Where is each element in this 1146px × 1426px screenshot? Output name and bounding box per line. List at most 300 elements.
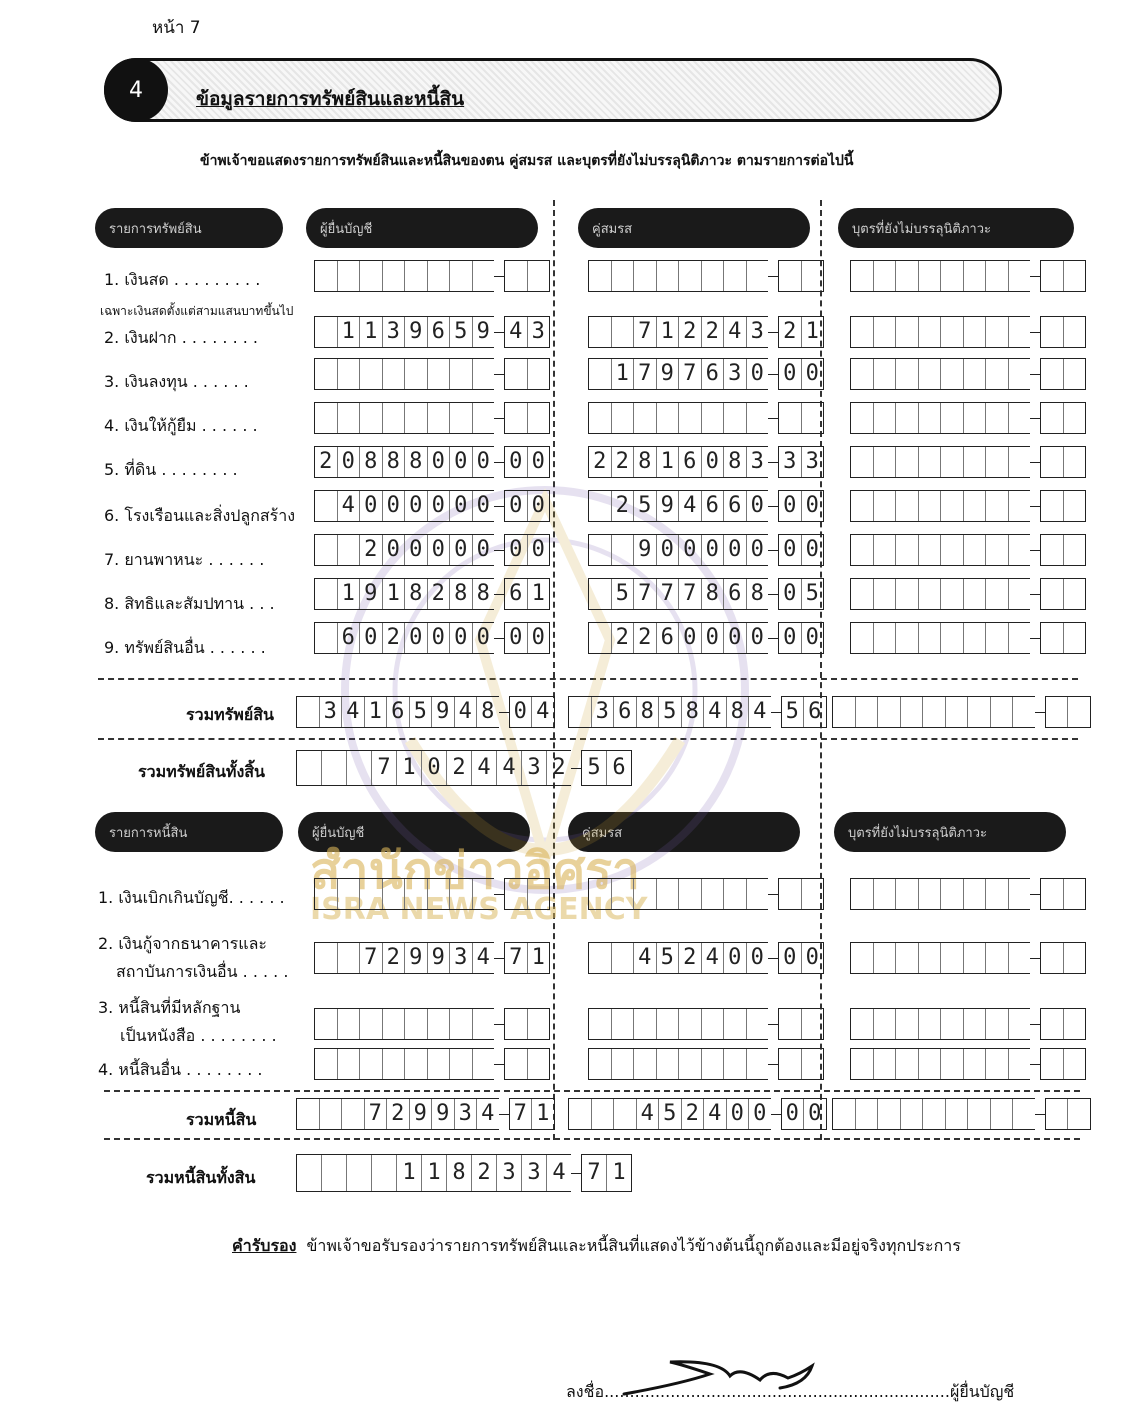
digit-cell [986,879,1009,909]
liabilities-total-child [832,1098,1091,1130]
digit-cell [612,1049,635,1079]
digit-cell [779,879,802,909]
digit-cell [874,535,897,565]
asset-7-child [850,534,1086,566]
digit-cell: 0 [679,623,702,653]
digit-cell: 8 [360,447,383,477]
digit-cell: 0 [779,623,802,653]
digit-cell [589,1049,612,1079]
digit-cell [428,1049,451,1079]
digit-cell: 0 [428,491,451,521]
digit-cell [589,1009,612,1039]
liability-1-spouse [588,878,824,910]
digit-cell [991,697,1014,727]
digit-cell [747,879,769,909]
digit-cell: 2 [634,623,657,653]
digit-cell [405,1009,428,1039]
liabilities-grand-total-label: รวมหนี้สินทั้งสิน [146,1168,256,1187]
digit-cell: 0 [531,493,545,518]
digit-cell: 7 [505,943,528,973]
digit-cell [874,447,897,477]
digit-cell [964,1049,987,1079]
digit-cell: 9 [405,943,428,973]
digit-cell [964,447,987,477]
digit-cell: 0 [779,943,802,973]
digit-cell [896,491,919,521]
asset-2-filer-satang [504,316,550,348]
digit-cell: 7 [634,579,657,609]
digit-cell [702,1049,725,1079]
digit-cell: 9 [657,359,680,389]
asset-5-spouse-satang [778,446,824,478]
asset-label-rights: 8. สิทธิและสัมปทาน . . . [104,594,275,613]
section-number: 4 [104,58,168,122]
digit-cell: 8 [634,447,657,477]
digit-cell: 2 [428,579,451,609]
digit-cell [589,943,612,973]
digit-cell [657,1049,680,1079]
liability-2-child [850,942,1086,974]
digit-cell: 7 [657,579,680,609]
digit-cell [923,697,946,727]
digit-cell: 0 [779,359,802,389]
digit-cell: 6 [338,623,361,653]
digit-cell: 1 [531,945,545,970]
digit-cell [779,261,802,291]
digit-cell [964,317,987,347]
digit-cell [338,1049,361,1079]
asset-9-spouse-baht [588,622,768,654]
digit-cell [702,403,725,433]
liability-4-filer-baht [314,1048,494,1080]
digit-cell [634,879,657,909]
digit-cell [612,1009,635,1039]
digit-cell [634,261,657,291]
digit-cell [1064,261,1086,291]
digit-cell: 2 [447,751,472,785]
digit-cell [315,261,338,291]
digit-cell [450,879,473,909]
digit-cell [315,317,338,347]
asset-7-filer [314,534,550,566]
digit-cell [919,359,942,389]
digit-cell [986,535,1009,565]
digit-cell: 8 [637,697,660,727]
digit-cell: 2 [612,447,635,477]
digit-cell [941,359,964,389]
digit-cell [315,535,338,565]
digit-cell [405,879,428,909]
digit-cell: 2 [612,491,635,521]
digit-cell [941,1009,964,1039]
digit-cell [779,1049,802,1079]
digit-cell: 3 [779,447,802,477]
digit-cell [338,403,361,433]
digit-cell [964,535,987,565]
digit-cell: 4 [552,1160,566,1185]
digit-cell [941,943,964,973]
digit-cell [747,261,769,291]
liability-label-bank-loans-2: สถาบันการเงินอื่น . . . . . [116,962,289,981]
digit-cell: 3 [497,1155,522,1191]
digit-cell [528,879,550,909]
digit-cell [338,879,361,909]
digit-cell [589,261,612,291]
signature-dots: .................................................................... [604,1382,950,1401]
asset-6-spouse-baht [588,490,768,522]
digit-cell: 0 [702,447,725,477]
digit-cell [986,447,1009,477]
asset-9-filer [314,622,550,654]
digit-cell [589,879,612,909]
asset-3-child-baht [850,358,1030,390]
digit-cell [1009,1009,1031,1039]
digit-cell [747,1009,769,1039]
digit-cell [342,1099,365,1129]
digit-cell: 1 [338,317,361,347]
digit-cell [1041,535,1064,565]
digit-cell: 2 [682,1099,705,1129]
asset-6-child-satang [1040,490,1086,522]
digit-cell: 8 [383,447,406,477]
digit-cell: 6 [612,755,626,780]
digit-cell [1041,447,1064,477]
digit-cell [657,403,680,433]
liability-3-spouse [588,1008,824,1040]
digit-cell [874,359,897,389]
digit-cell: 5 [659,697,682,727]
digit-cell: 7 [372,751,397,785]
digit-cell [450,261,473,291]
digit-cell [1041,359,1064,389]
digit-cell [473,879,495,909]
digit-cell [1041,1049,1064,1079]
digit-cell: 0 [750,945,764,970]
digit-cell: 1 [612,1160,626,1185]
digit-cell: 0 [476,625,490,650]
digit-cell [851,447,874,477]
liabilities-header-spouse: คู่สมรส [568,812,800,852]
digit-cell [347,751,372,785]
digit-cell: 4 [497,751,522,785]
digit-cell [450,403,473,433]
digit-cell: 9 [634,535,657,565]
liabilities-grand-total [296,1154,632,1192]
liabilities-total-spouse [568,1098,827,1130]
digit-cell [919,1009,942,1039]
digit-cell [297,1155,322,1191]
digit-cell [528,359,550,389]
digit-cell [919,261,942,291]
digit-cell [941,535,964,565]
digit-cell: 2 [315,447,338,477]
digit-cell [874,491,897,521]
digit-cell [612,879,635,909]
liabilities-grand-total-satang [581,1154,632,1192]
liability-1-spouse-baht [588,878,768,910]
digit-cell: 0 [727,1099,750,1129]
liability-4-spouse [588,1048,824,1080]
digit-cell [338,943,361,973]
digit-cell [874,943,897,973]
digit-cell [896,879,919,909]
digit-cell [360,1049,383,1079]
digit-cell [428,359,451,389]
asset-9-child [850,622,1086,654]
digit-cell: 1 [422,1155,447,1191]
asset-1-spouse-baht [588,260,768,292]
digit-cell [589,535,612,565]
liability-3-filer [314,1008,550,1040]
digit-cell [315,491,338,521]
digit-cell: 0 [428,535,451,565]
digit-cell [896,359,919,389]
digit-cell [405,261,428,291]
digit-cell: 4 [679,491,702,521]
digit-cell: 7 [582,1155,607,1191]
digit-cell [1068,697,1090,727]
digit-cell: 0 [750,625,764,650]
asset-label-vehicles: 7. ยานพาหนะ . . . . . . [104,550,265,569]
liabilities-header-filer: ผู้ยื่นบัญชี [298,812,530,852]
asset-8-spouse-baht [588,578,768,610]
digit-cell [1064,1009,1086,1039]
digit-cell: 1 [536,1101,550,1126]
digit-cell [589,359,612,389]
liability-1-child-satang [1040,878,1086,910]
digit-cell: 6 [387,697,410,727]
digit-cell: 1 [383,579,406,609]
liabilities-header-items: รายการหนี้สิน [95,812,283,852]
digit-cell: 0 [750,537,764,562]
digit-cell [874,579,897,609]
digit-cell [1009,535,1031,565]
digit-cell [320,1099,343,1129]
digit-cell: 0 [383,491,406,521]
digit-cell [360,359,383,389]
signature-prefix: ลงชื่อ [566,1382,605,1401]
asset-5-spouse [588,446,824,478]
digit-cell [964,359,987,389]
digit-cell: 6 [428,317,451,347]
asset-1-filer-satang [504,260,550,292]
digit-cell [779,403,802,433]
asset-8-filer-satang [504,578,550,610]
digit-cell [941,403,964,433]
liabilities-header-child: บุตรที่ยังไม่บรรลุนิติภาวะ [834,812,1066,852]
digit-cell: 0 [405,491,428,521]
digit-cell [1064,535,1086,565]
digit-cell [702,261,725,291]
asset-9-child-baht [850,622,1030,654]
digit-cell: 0 [779,579,802,609]
digit-cell [896,623,919,653]
digit-cell: 0 [383,535,406,565]
digit-cell [896,579,919,609]
digit-cell: 0 [450,491,473,521]
asset-9-filer-satang [504,622,550,654]
digit-cell [338,359,361,389]
digit-cell [896,317,919,347]
asset-5-filer-satang [504,446,550,478]
digit-cell [473,403,495,433]
digit-cell: 5 [450,317,473,347]
digit-cell: 7 [634,317,657,347]
digit-cell [505,1009,528,1039]
digit-cell: 4 [753,699,767,724]
liability-4-spouse-satang [778,1048,824,1080]
digit-cell [702,879,725,909]
assets-total-child-satang [1045,696,1091,728]
asset-8-spouse-satang [778,578,824,610]
digit-cell [964,1009,987,1039]
digit-cell: 5 [582,751,607,785]
asset-4-filer-satang [504,402,550,434]
digit-cell [383,879,406,909]
asset-2-filer [314,316,550,348]
digit-cell [297,1099,320,1129]
digit-cell: 1 [805,319,819,344]
asset-3-filer-baht [314,358,494,390]
liability-1-child-baht [850,878,1030,910]
digit-cell: 0 [505,447,528,477]
digit-cell [1068,1099,1090,1129]
asset-label-land: 5. ที่ดิน . . . . . . . . [104,460,238,479]
digit-cell: 4 [481,1101,495,1126]
digit-cell [941,491,964,521]
digit-cell: 8 [727,697,750,727]
digit-cell [1064,1049,1086,1079]
asset-1-child [850,260,1086,292]
digit-cell: 2 [552,755,566,780]
digit-cell [473,1009,495,1039]
digit-cell: 7 [365,1099,388,1129]
digit-cell [1009,317,1031,347]
asset-4-filer [314,402,550,434]
digit-cell [747,1049,769,1079]
assets-grand-total-label: รวมทรัพย์สินทั้งสิ้น [138,762,265,781]
asset-7-child-satang [1040,534,1086,566]
digit-cell: 3 [522,1155,547,1191]
asset-3-child [850,358,1086,390]
assets-header-items: รายการทรัพย์สิน [95,208,283,248]
liability-2-child-satang [1040,942,1086,974]
digit-cell [901,1099,924,1129]
digit-cell [874,261,897,291]
digit-cell: 0 [428,447,451,477]
digit-cell [473,261,495,291]
digit-cell [964,491,987,521]
digit-cell: 0 [805,945,819,970]
digit-cell [473,1049,495,1079]
asset-8-child-satang [1040,578,1086,610]
liability-label-documented-2: เป็นหนังสือ . . . . . . . . [120,1026,277,1045]
digit-cell: 4 [704,1099,727,1129]
assets-header-spouse: คู่สมรส [578,208,810,248]
digit-cell [833,1099,856,1129]
digit-cell: 5 [410,697,433,727]
digit-cell: 4 [637,1099,660,1129]
digit-cell: 7 [679,359,702,389]
asset-5-child [850,446,1086,478]
digit-cell [851,535,874,565]
digit-cell [919,879,942,909]
digit-cell [964,579,987,609]
digit-cell [919,403,942,433]
asset-3-spouse-satang [778,358,824,390]
digit-cell [315,579,338,609]
digit-cell [1064,359,1086,389]
digit-cell [297,697,320,727]
digit-cell: 8 [702,579,725,609]
asset-4-spouse-baht [588,402,768,434]
assets-total-filer-satang [509,696,555,728]
digit-cell [315,1009,338,1039]
digit-cell [612,403,635,433]
digit-cell: 9 [476,319,490,344]
digit-cell: 6 [702,359,725,389]
digit-cell [589,317,612,347]
liability-1-spouse-satang [778,878,824,910]
liability-label-bank-loans: 2. เงินกู้จากธนาคารและ [98,934,267,953]
digit-cell [428,261,451,291]
digit-cell: 4 [702,943,725,973]
digit-cell [589,403,612,433]
digit-cell [1041,491,1064,521]
digit-cell: 4 [342,697,365,727]
digit-cell: 6 [724,579,747,609]
asset-6-child-baht [850,490,1030,522]
digit-cell: 0 [428,623,451,653]
digit-cell [1013,697,1035,727]
digit-cell: 2 [612,623,635,653]
asset-6-filer [314,490,550,522]
digit-cell: 0 [360,491,383,521]
digit-cell [505,359,528,389]
asset-2-child [850,316,1086,348]
digit-cell [612,261,635,291]
digit-cell [383,1009,406,1039]
digit-cell [941,261,964,291]
liability-3-spouse-satang [778,1008,824,1040]
asset-5-child-satang [1040,446,1086,478]
digit-cell [901,697,924,727]
digit-cell: 9 [428,943,451,973]
digit-cell [347,1155,372,1191]
digit-cell [405,403,428,433]
asset-8-child [850,578,1086,610]
asset-1-filer [314,260,550,292]
digit-cell [383,403,406,433]
digit-cell: 6 [724,491,747,521]
digit-cell [569,697,592,727]
digit-cell: 9 [360,579,383,609]
asset-5-filer-baht [314,446,494,478]
digit-cell [802,261,824,291]
digit-cell [1041,317,1064,347]
digit-cell [405,359,428,389]
digit-cell [1041,579,1064,609]
digit-cell [919,447,942,477]
digit-cell [896,535,919,565]
digit-cell [634,1009,657,1039]
digit-cell: 0 [657,535,680,565]
digit-cell: 0 [702,535,725,565]
asset-8-spouse [588,578,824,610]
digit-cell [802,1009,824,1039]
digit-cell [919,491,942,521]
liability-3-child-satang [1040,1008,1086,1040]
